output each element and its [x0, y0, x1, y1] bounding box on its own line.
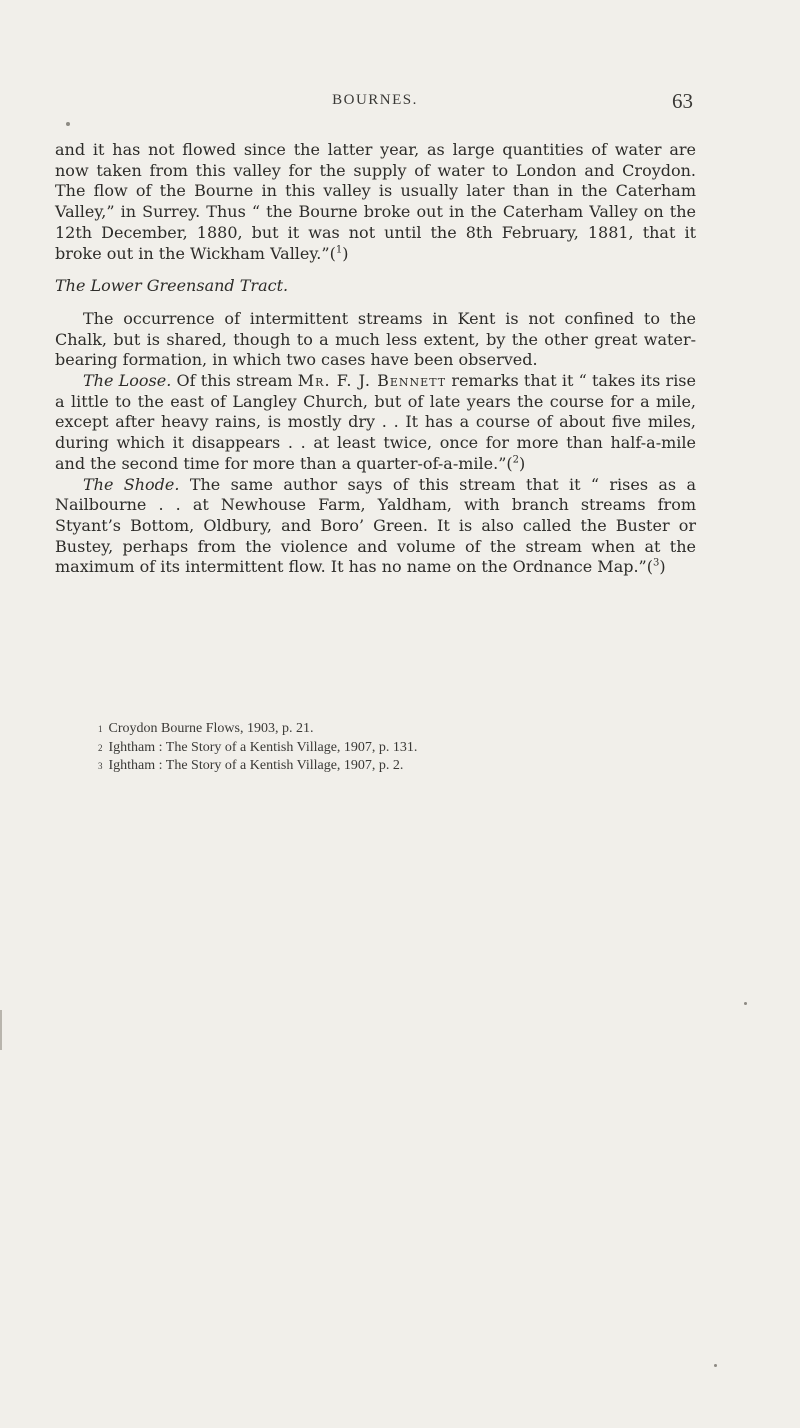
paper-speck: [66, 122, 70, 126]
page-header: [55, 89, 695, 116]
paragraph-text: ): [342, 243, 349, 263]
paragraph-lead: The Shode.: [83, 474, 180, 494]
paper-speck: [744, 1002, 747, 1005]
running-title: BOURNES.: [332, 92, 418, 108]
footnote-text: Ightham : The Story of a Kentish Village, 1907, p. 131.: [108, 739, 418, 755]
page-edge-mark: [0, 1010, 10, 1050]
paper-speck: [714, 1364, 717, 1367]
footnote-ref: 3: [652, 558, 660, 570]
page-number: 63: [672, 89, 693, 113]
paragraph-shode: [55, 475, 696, 579]
paragraph-intro: The occurrence of intermittent streams in Kent is not confined to the Chalk, but is shared, though to a much less extent, by the other great water-bearing formation, in which two cases have been observed.: [55, 308, 696, 370]
body-text: [55, 140, 696, 578]
footnote-mark: 2: [98, 742, 103, 753]
paragraph-text: remarks that it “ takes its rise a little to the east of Langley Church, but of late years the course for a mile, except after heavy rains, is mostly dry . . It has a course of about five miles, during which it disappears . . at least twice, once for more than half-a-mile and the second time for more than a quarter-of-a-mile.”(: [55, 371, 696, 473]
section-heading: The Lower Greensand Tract.: [55, 276, 289, 296]
author-name: Mr. F. J. Bennett: [297, 371, 447, 391]
footnotes: [98, 720, 698, 776]
paragraph-text: ): [519, 453, 526, 473]
footnote-mark: 3: [98, 761, 103, 771]
paragraph-text: Of this stream: [171, 371, 298, 391]
paragraph-text: and it has not flowed since the latter year, as large quantities of water are now taken from this valley for the supply of water to London and Croydon. The flow of the Bourne in this valley is usually later than in the Caterham Valley,” in Surrey. Thus “ the Bourne broke out in the Caterham Valley on the 12th December, 1880, but it was not until the 8th February, 1881, that it broke out in the Wickham Valley.”(: [55, 140, 696, 263]
footnote: [98, 720, 698, 739]
paragraph-lead: The Loose.: [83, 371, 172, 391]
footnote: [98, 739, 698, 758]
footnote-text: Croydon Bourne Flows, 1903, p. 21.: [108, 721, 314, 736]
paragraph-text: The same author says of this stream that it “ rises as a Nailbourne . . at Newhouse Farm, Yaldham, with branch streams from Styant’s Bottom, Oldbury, and Boro’ Green. It is also called the Buster or Bustey, perhaps from the violence and volume of the stream when at the maximum of its intermittent flow. It has no name on the Ordnance Map.”(: [55, 474, 696, 577]
paragraph-continuation: [55, 140, 696, 264]
footnote-ref: 2: [512, 454, 520, 466]
footnote: [98, 757, 698, 776]
footnote-text: Ightham : The Story of a Kentish Village, 1907, p. 2.: [108, 758, 404, 773]
paragraph-text: ): [659, 557, 666, 577]
paragraph-loose: [55, 371, 696, 475]
footnote-ref: 1: [335, 244, 343, 256]
footnote-mark: 1: [98, 724, 103, 734]
